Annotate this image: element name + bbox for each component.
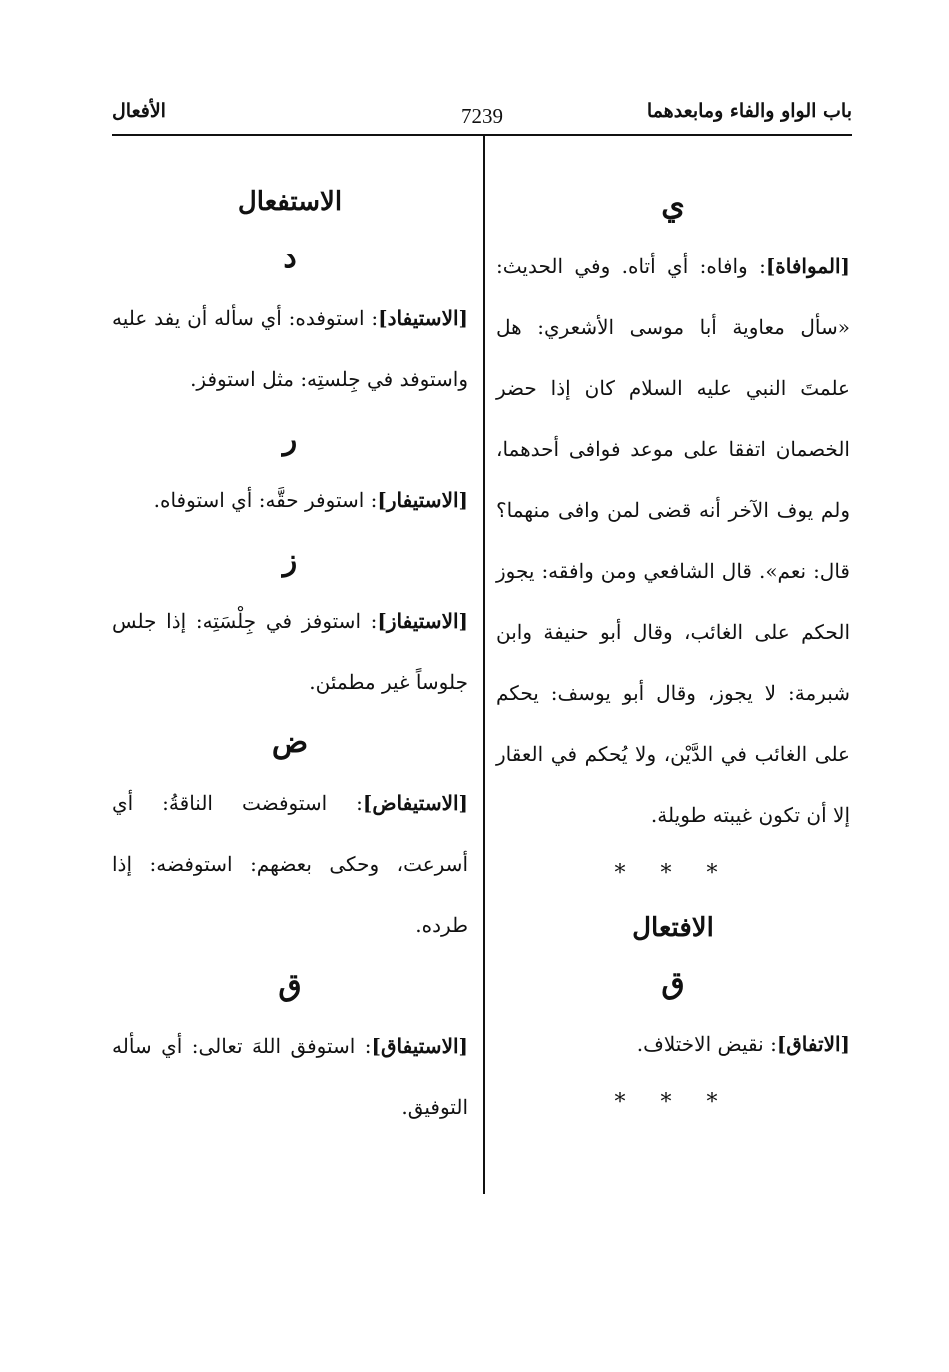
separator-stars: * * * xyxy=(614,861,732,886)
separator-stars: * * * xyxy=(614,1090,732,1115)
letter-heading-qaf: ق xyxy=(278,968,302,1003)
entry-istifad-text: : استوفده: أي سأله أن يفد عليه واستوفد في جِلستِه: مثل استوفز. xyxy=(112,306,468,391)
entry-istifar xyxy=(112,470,468,531)
entry-istifar-text: : استوفر حقَّه: أي استوفاه. xyxy=(153,488,378,512)
left-column xyxy=(112,176,468,1138)
letter-heading-zay: ز xyxy=(282,543,298,578)
page-number: 7239 xyxy=(461,104,503,128)
entry-istifad2 xyxy=(112,773,468,956)
letter-heading-dal: د xyxy=(283,240,297,275)
section-title-istifal: الاستفعال xyxy=(237,187,343,217)
entry-muwafat xyxy=(496,236,850,846)
entry-istifaz xyxy=(112,591,468,713)
entry-istifaq-text: : استوفق اللهَ تعالى: أي سأله التوفيق. xyxy=(112,1034,468,1119)
entry-istifaq-headword: [الاستيفاق] xyxy=(371,1034,468,1058)
entry-istifar-headword: [الاستيفار] xyxy=(377,488,468,512)
section-title-iftial: الافتعال xyxy=(632,913,714,943)
entry-istifad xyxy=(112,288,468,410)
entry-istifaz-text: : استوفز في جِلْسَتِه: إذا جلس جلوساً غير مطمئن. xyxy=(112,609,468,694)
entry-istifaz-headword: [الاستيفاز] xyxy=(377,609,468,633)
entry-istifad2-headword: [الاستيفاض] xyxy=(362,791,468,815)
right-column xyxy=(496,176,850,1131)
entry-ittifaq-text: : نقيض الاختلاف. xyxy=(636,1032,777,1056)
entry-istifad-headword: [الاستيفاد] xyxy=(378,306,468,330)
column-divider xyxy=(483,136,485,1194)
header-section-title: الأفعال xyxy=(112,100,166,122)
header-rule xyxy=(112,134,852,136)
letter-heading-ra: ر xyxy=(282,422,298,457)
letter-heading-qaf: ق xyxy=(661,966,685,1001)
letter-heading-dad: ض xyxy=(271,725,309,760)
entry-istifad2-text: : استوفضت الناقةُ: أي أسرعت، وحكى بعضهم: استوفضه: إذا طرده. xyxy=(112,791,468,937)
entry-ittifaq xyxy=(496,1014,850,1075)
header-chapter-title: باب الواو والفاء ومابعدهما xyxy=(646,100,852,122)
letter-heading-ya: ي xyxy=(661,188,685,223)
page-header xyxy=(112,100,852,134)
entry-ittifaq-headword: [الاتفاق] xyxy=(776,1032,850,1056)
entry-muwafat-text: : وافاه: أي أتاه. وفي الحديث: «سأل معاوية أبا موسى الأشعري: هل علمتَ النبي عليه السلام كان إذا حضر الخصمان اتفقا على موعد فوافى أحدهما، ولم يوف الآخر أنه قضى لمن وافى منهما؟ قال: نعم». قال الشافعي ومن وافقه: يجوز الحكم على الغائب، وقال أبو حنيفة وابن شبرمة: لا يجوز، وقال أبو يوسف: يحكم على الغائب في الدَّيْن، ولا يُحكم في العقار إلا أن تكون غيبته طويلة. xyxy=(496,254,850,827)
entry-istifaq xyxy=(112,1016,468,1138)
entry-muwafat-headword: [الموافاة] xyxy=(765,254,850,278)
